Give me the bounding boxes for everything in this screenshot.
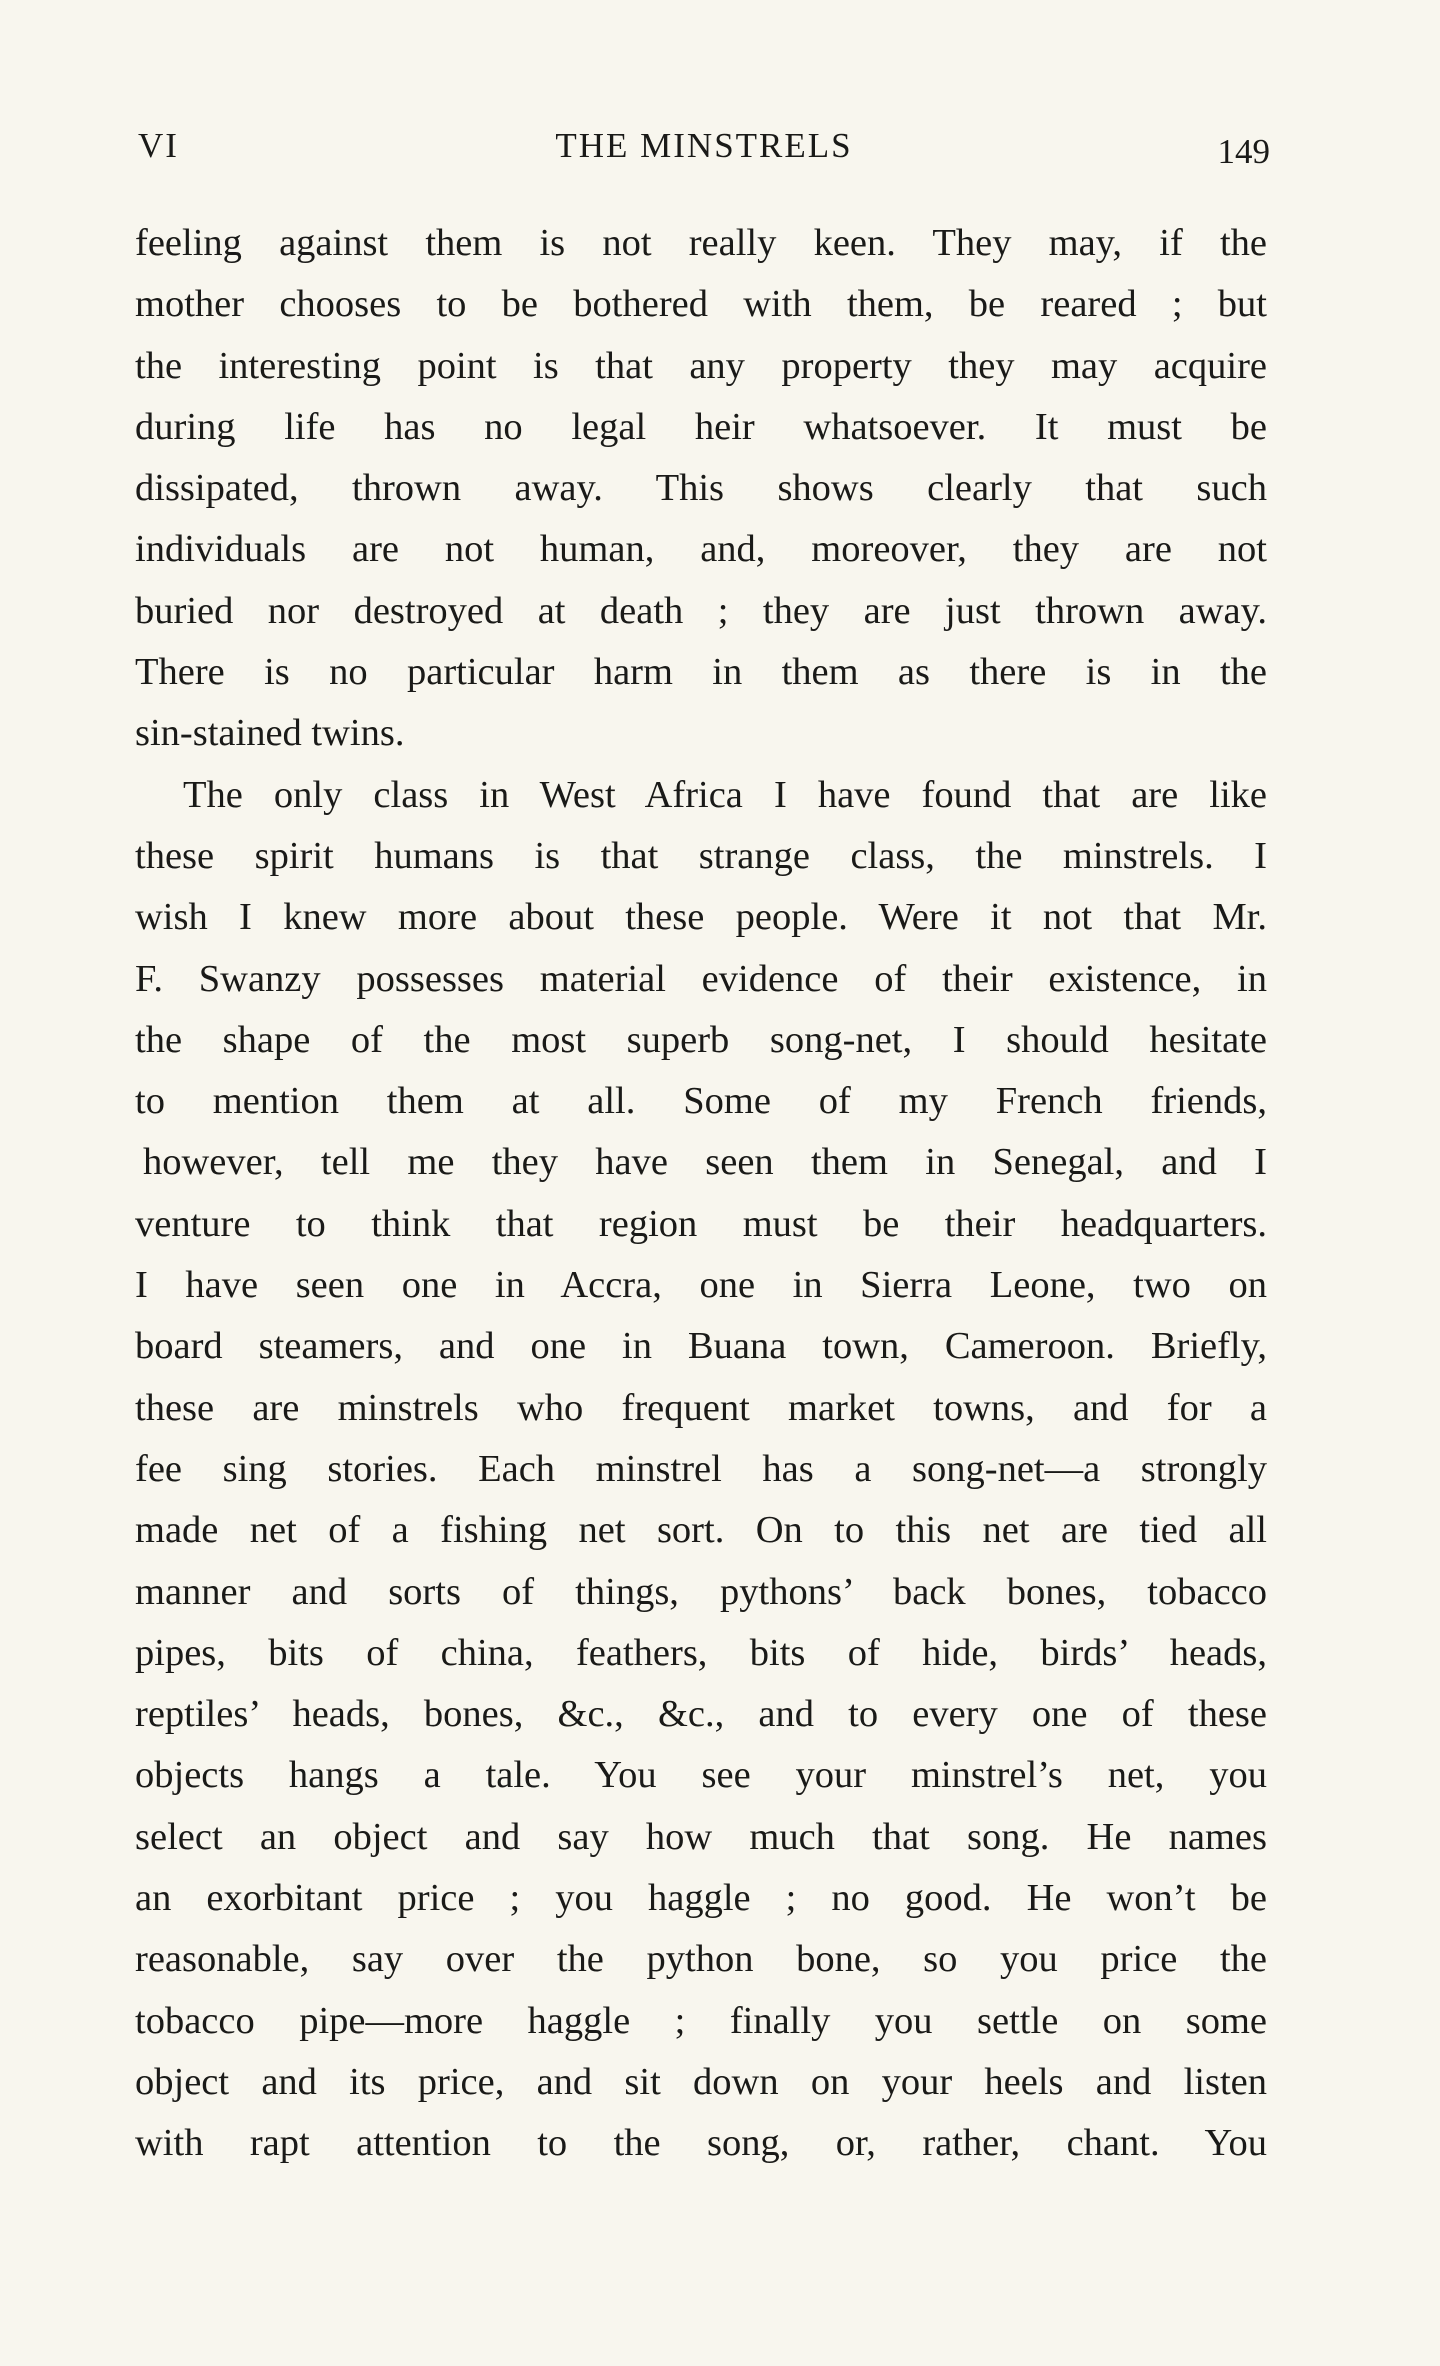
text-line: sin-stained twins. (135, 712, 405, 755)
running-title: THE MINSTRELS (555, 126, 853, 165)
page-header (138, 126, 1270, 176)
text-line: these are minstrels who frequent market towns, and for a (135, 1386, 1267, 1429)
text-line: reasonable, say over the python bone, so you price the (135, 1938, 1267, 1981)
text-line: The only class in West Africa I have found that are like (183, 773, 1267, 816)
text-line: with rapt attention to the song, or, rather, chant. You (135, 2122, 1267, 2165)
text-line: these spirit humans is that strange class, the minstrels. I (135, 834, 1267, 877)
text-line: board steamers, and one in Buana town, Cameroon. Briefly, (135, 1325, 1267, 1368)
text-line: an exorbitant price ; you haggle ; no good. He won’t be (135, 1877, 1267, 1920)
text-line: reptiles’ heads, bones, &c., &c., and to every one of these (135, 1693, 1267, 1736)
page-number: 149 (1217, 132, 1270, 171)
chapter-number: VI (138, 126, 179, 165)
text-line: objects hangs a tale. You see your minstrel’s net, you (135, 1754, 1267, 1797)
text-line: fee sing stories. Each minstrel has a song-net—a strongly (135, 1447, 1267, 1490)
text-line: the shape of the most superb song-net, I should hesitate (135, 1018, 1267, 1061)
text-line: pipes, bits of china, feathers, bits of hide, birds’ heads, (135, 1631, 1267, 1674)
text-line: to mention them at all. Some of my French friends, (135, 1080, 1267, 1123)
text-line: dissipated, thrown away. This shows clearly that such (135, 467, 1267, 510)
paragraph-1 (135, 213, 1267, 765)
text-line: mother chooses to be bothered with them, be reared ; but (135, 283, 1267, 326)
text-line: F. Swanzy possesses material evidence of their existence, in (135, 957, 1267, 1000)
text-line: wish I knew more about these people. Were it not that Mr. (135, 896, 1267, 939)
text-line: the interesting point is that any property they may acquire (135, 344, 1267, 387)
text-line: however, tell me they have seen them in Senegal, and I (143, 1141, 1267, 1184)
text-line: during life has no legal heir whatsoever. It must be (135, 405, 1267, 448)
paragraph-2 (135, 765, 1267, 2175)
text-line: tobacco pipe—more haggle ; finally you settle on some (135, 1999, 1267, 2042)
text-line: object and its price, and sit down on your heels and listen (135, 2060, 1267, 2103)
text-line: There is no particular harm in them as there is in the (135, 651, 1267, 694)
text-line: individuals are not human, and, moreover, they are not (135, 528, 1267, 571)
text-line: venture to think that region must be their headquarters. (135, 1202, 1267, 1245)
text-line: made net of a fishing net sort. On to this net are tied all (135, 1509, 1267, 1552)
text-line: manner and sorts of things, pythons’ back bones, tobacco (135, 1570, 1267, 1613)
body-text (135, 213, 1267, 2175)
text-line: feeling against them is not really keen. They may, if the (135, 222, 1267, 264)
text-line: I have seen one in Accra, one in Sierra Leone, two on (135, 1264, 1267, 1307)
text-line: select an object and say how much that song. He names (135, 1815, 1267, 1858)
text-line: buried nor destroyed at death ; they are just thrown away. (135, 589, 1267, 632)
